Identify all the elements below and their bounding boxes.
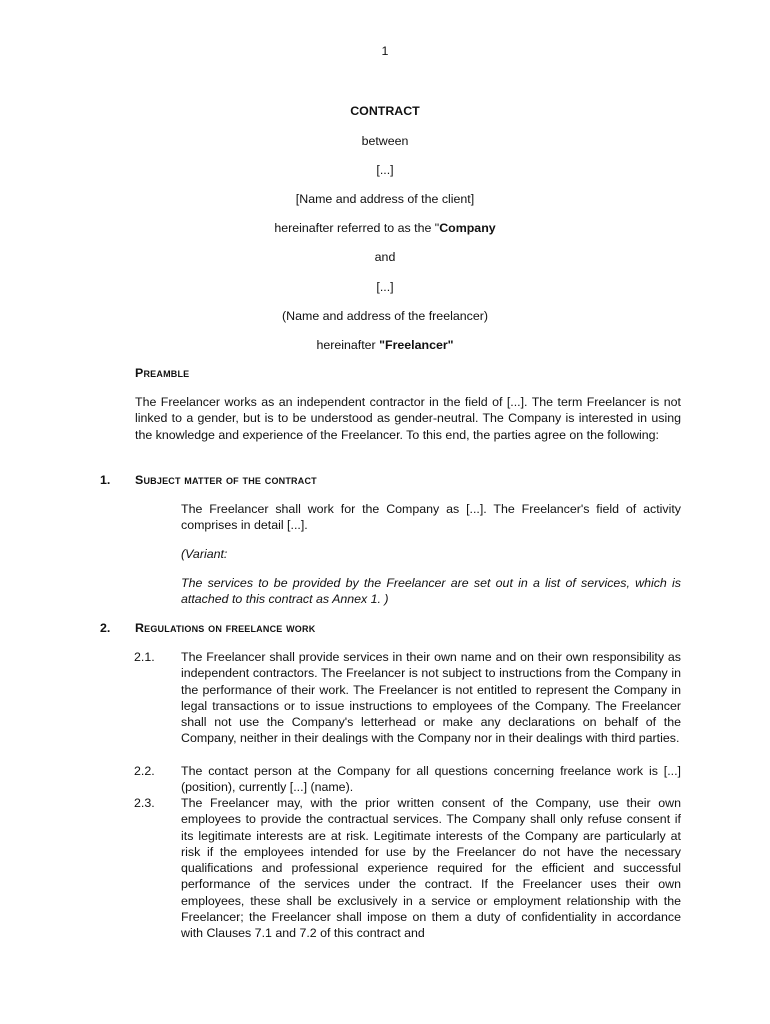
section-1-text: The Freelancer shall work for the Company as [...]. The Freelancer's field of activity comprises in detail [...]. — [181, 502, 681, 533]
section-1-heading: Subject matter of the contract — [135, 473, 317, 487]
freelancer-reference-prefix: hereinafter — [316, 338, 380, 352]
section-2-number: 2. — [100, 621, 111, 635]
clause-2-1-text: The Freelancer shall provide services in their own name and on their own responsibility as independent contractors. The Freelancer is not subject to instructions from the Company in the performance of their work. The Freelancer is not entitled to represent the Company in legal transactions or to issue instructions to employees of the Company. The Freelancer shall not use the Company's letterhead or make any declarations on behalf of the Company, neither in their dealings with the Company nor in their dealings with third parties. — [181, 650, 681, 746]
clause-2-3-text: The Freelancer may, with the prior written consent of the Company, use their own employees to provide the contractual services. The Company shall only refuse consent if its legitimate interests are at risk. Legitimate interests of the Company are particularly at risk if the employees intended for use by the Freelancer do not have the necessary qualifications and professional experience required for the efficient and successful performance of the services under the contract. If the Freelancer uses their own employees, these shall be exclusively in a service or employment relationship with the Freelancer; the Freelancer shall impose on them a duty of confidentiality in accordance with Clauses 7.1 and 7.2 of this contract and — [181, 796, 681, 941]
company-reference-line — [0, 221, 770, 235]
page-number: 1 — [381, 44, 389, 58]
client-placeholder: [...] — [376, 163, 394, 177]
clause-2-2-text: The contact person at the Company for all questions concerning freelance work is [...] (position), currently [...] (name). — [181, 764, 681, 795]
company-reference-prefix: hereinafter referred to as the " — [274, 221, 440, 235]
between-line: between — [361, 134, 409, 148]
and-line: and — [374, 250, 396, 264]
client-name-line: [Name and address of the client] — [295, 192, 475, 206]
clause-2-2-number: 2.2. — [134, 764, 155, 778]
preamble-text: The Freelancer works as an independent contractor in the field of [...]. The term Freelancer is not linked to a gender, but is to be understood as gender-neutral. The Company is interested in using the knowledge and experience of the Freelancer. To this end, the parties agree on the following: — [135, 395, 681, 442]
freelancer-reference-term: "Freelancer" — [379, 338, 454, 352]
freelancer-placeholder: [...] — [376, 280, 394, 294]
section-1-variant-text: The services to be provided by the Freelancer are set out in a list of services, which is attached to this contract as Annex 1. ) — [181, 576, 681, 607]
section-2-heading: Regulations on freelance work — [135, 621, 316, 635]
section-1-number: 1. — [100, 473, 111, 487]
clause-2-3-number: 2.3. — [134, 796, 155, 810]
clause-2-1-number: 2.1. — [134, 650, 155, 664]
freelancer-name-line: (Name and address of the freelancer) — [282, 309, 488, 323]
section-1-variant-label: (Variant: — [181, 547, 228, 561]
preamble-heading: Preamble — [135, 366, 190, 380]
freelancer-reference-line — [0, 338, 770, 352]
company-reference-term: Company — [439, 221, 496, 235]
document-title: CONTRACT — [350, 104, 420, 118]
